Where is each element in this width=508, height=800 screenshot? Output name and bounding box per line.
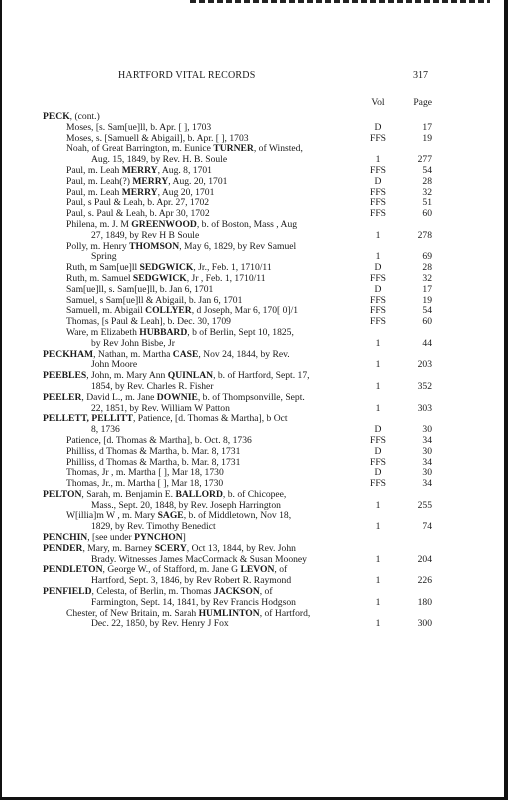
vol-value: FFS — [369, 456, 386, 468]
text-run: 1854, by Rev. Charles R. Fisher — [91, 380, 214, 392]
page-value: 44 — [422, 337, 432, 349]
page-value: 19 — [422, 132, 432, 144]
text-run: Mass., Sept. 20, 1848, by Rev. Joseph Harrington — [91, 499, 281, 511]
text-run: Paul, m. Leah(?) — [66, 175, 133, 187]
page-value: 204 — [417, 553, 432, 565]
text-run: , b. of Chicopee, — [222, 488, 287, 500]
vol-value: 1 — [375, 596, 381, 608]
vol-value: FFS — [369, 272, 386, 284]
text-run: Moses, [s. Sam[ue]ll, b. Apr. [ ], 1703 — [66, 121, 212, 133]
surname: BALLORD — [175, 488, 223, 500]
text-run: , Aug 20, 1701 — [157, 186, 215, 198]
surname: JACKSON — [213, 586, 260, 598]
vol-value: D — [374, 262, 382, 274]
surname: SAGE — [157, 510, 184, 522]
page-header — [0, 71, 508, 83]
surname: MERRY — [121, 164, 158, 176]
vol-value: FFS — [369, 478, 386, 490]
text-run: ] — [182, 532, 186, 544]
text-run: Thomas, Jr , m. Martha [ ], Mar 18, 1730 — [66, 467, 224, 479]
surname: LEVON — [240, 564, 275, 576]
text-run: , b. of Hartford, Sept. 17, — [213, 370, 310, 382]
page-value: 54 — [422, 164, 432, 176]
vol-value: D — [374, 467, 382, 479]
vol-value: FFS — [369, 197, 386, 209]
surname: PEELER — [43, 391, 82, 403]
text-run: Brady. Witnesses James MacCormack & Susan Mooney — [91, 553, 307, 565]
page-value: 28 — [422, 175, 432, 187]
vol-value: FFS — [369, 132, 386, 144]
surname: SCERY — [154, 542, 187, 554]
surname: SEDGWICK — [139, 262, 194, 274]
column-headers — [0, 98, 508, 109]
vol-value: 1 — [375, 251, 381, 263]
text-run: Thomas, Jr., m. Martha [ ], Mar 18, 1730 — [66, 478, 224, 490]
surname: DOWNIE — [156, 391, 198, 403]
text-run: Polly, m. Henry — [66, 240, 130, 252]
text-run: 1829, by Rev. Timothy Benedict — [91, 521, 216, 533]
text-run: Paul, m. Leah — [66, 186, 122, 198]
vol-value: 1 — [375, 553, 381, 565]
surname: MERRY — [132, 175, 169, 187]
record-line — [0, 393, 508, 404]
vol-value: FFS — [369, 186, 386, 198]
text-run: Ruth, m. Samuel — [66, 272, 133, 284]
text-run: , Nov 24, 1844, by Rev. — [198, 348, 290, 360]
vol-value: 1 — [375, 575, 381, 587]
text-run: , b of Berlin, Sept 10, 1825, — [187, 326, 294, 338]
page-value: 19 — [422, 294, 432, 306]
text-run: , of Hartford, — [259, 607, 311, 619]
surname: PYNCHON — [134, 532, 183, 544]
vol-value: D — [374, 424, 382, 436]
vol-value: FFS — [369, 316, 386, 328]
surname: PELTON — [43, 488, 82, 500]
record-text — [43, 350, 290, 361]
page-value: 303 — [417, 402, 432, 414]
page-value: 180 — [417, 596, 432, 608]
text-run: Philena, m. J. M — [66, 218, 132, 230]
record-line — [0, 619, 508, 630]
vol-value: 1 — [375, 154, 381, 166]
page-value: 300 — [417, 618, 432, 630]
page-value: 30 — [422, 445, 432, 457]
surname: HUBBARD — [139, 326, 188, 338]
page-value: 34 — [422, 478, 432, 490]
page-value: 34 — [422, 434, 432, 446]
vol-value: 1 — [375, 337, 381, 349]
vol-value: D — [374, 121, 382, 133]
vol-value: D — [374, 283, 382, 295]
text-run: 27, 1849, by Rev H B Soule — [91, 229, 200, 241]
surname: PENCHIN — [43, 532, 88, 544]
vol-value: D — [374, 445, 382, 457]
text-run: , Jr , Feb. 1, 1710/11 — [186, 272, 266, 284]
page-number: 317 — [413, 70, 428, 81]
text-run: Ruth, m Sam[ue]ll — [66, 262, 140, 274]
text-run: , Aug. 8, 1701 — [157, 164, 212, 176]
text-run: Paul, s. Paul & Leah, b. Apr 30, 1702 — [66, 208, 210, 220]
text-run: Philliss, d Thomas & Martha, b. Mar. 8, 1731 — [66, 456, 241, 468]
page-value: 255 — [417, 499, 432, 511]
text-run: 22, 1851, by Rev. William W Patton — [91, 402, 230, 414]
surname: PECKHAM — [43, 348, 94, 360]
text-run: , Sarah, m. Benjamin E. — [81, 488, 176, 500]
text-run: Dec. 22, 1850, by Rev. Henry J Fox — [91, 618, 229, 630]
vol-value: FFS — [369, 305, 386, 317]
page-value: 203 — [417, 359, 432, 371]
text-run: , May 6, 1829, by Rev Samuel — [179, 240, 297, 252]
text-run: , David L., m. Jane — [81, 391, 157, 403]
text-run: , Mary, m. Barney — [82, 542, 155, 554]
surname: THOMSON — [129, 240, 180, 252]
surname: TURNER — [213, 143, 254, 155]
text-run: Chester, of New Britain, m. Sarah — [66, 607, 199, 619]
text-run: by Rev John Bisbe, Jr — [91, 337, 175, 349]
vol-value: 1 — [375, 402, 381, 414]
surname: PENDLETON — [43, 564, 103, 576]
text-run: , of Winsted, — [253, 143, 303, 155]
text-run: , of — [274, 564, 288, 576]
page-value: 17 — [422, 121, 432, 133]
page-value: 277 — [417, 154, 432, 166]
text-run: W[illia]m W , m. Mary — [66, 510, 158, 522]
text-run: , Celesta, of Berlin, m. Thomas — [91, 586, 214, 598]
text-run: , Aug. 20, 1701 — [168, 175, 228, 187]
surname: PENFIELD — [43, 586, 92, 598]
page-value: 226 — [417, 575, 432, 587]
vol-value: 1 — [375, 229, 381, 241]
page-value: 30 — [422, 424, 432, 436]
page-value: 60 — [422, 316, 432, 328]
text-run: Patience, [d. Thomas & Martha], b. Oct. 8, 1736 — [66, 434, 252, 446]
surname: PEEBLES — [43, 370, 87, 382]
vol-value: FFS — [369, 164, 386, 176]
page-value: 74 — [422, 521, 432, 533]
text-run: , b. of Middletown, Nov 18, — [183, 510, 292, 522]
page-title: HARTFORD VITAL RECORDS — [118, 70, 256, 81]
text-run: , John, m. Mary Ann — [86, 370, 168, 382]
vol-value: 1 — [375, 359, 381, 371]
text-run: Samuel, s Sam[ue]ll & Abigail, b. Jan 6, 1701 — [66, 294, 243, 306]
vol-value: FFS — [369, 208, 386, 220]
page-value: 69 — [422, 251, 432, 263]
text-run: Hartford, Sept. 3, 1846, by Rev Robert R. Raymond — [91, 575, 292, 587]
vol-value: 1 — [375, 618, 381, 630]
text-run: , (cont.) — [69, 111, 100, 122]
vol-value: D — [374, 175, 382, 187]
text-run: John Moore — [91, 359, 138, 371]
text-run: Thomas, [s Paul & Leah], b. Dec. 30, 1709 — [66, 316, 231, 328]
vol-value: 1 — [375, 380, 381, 392]
page-value: 17 — [422, 283, 432, 295]
text-run: , b. of Boston, Mass , Aug — [196, 218, 298, 230]
page-value: 32 — [422, 186, 432, 198]
vol-value: FFS — [369, 294, 386, 306]
text-run: Aug. 15, 1849, by Rev. H. B. Soule — [91, 154, 228, 166]
record-text — [91, 619, 229, 630]
vol-value: 1 — [375, 499, 381, 511]
surname: PECK — [43, 111, 70, 122]
record-entries — [0, 112, 508, 630]
text-run: Samuell, m. Abigail — [66, 305, 146, 317]
text-run: Philliss, d Thomas & Martha, b. Mar. 8, 1731 — [66, 445, 241, 457]
text-run: Sam[ue]ll, s. Sam[ue]ll, b. Jan 6, 1701 — [66, 283, 214, 295]
text-run: , Oct 13, 1844, by Rev. John — [186, 542, 296, 554]
vol-value: FFS — [369, 434, 386, 446]
surname: SEDGWICK — [132, 272, 187, 284]
text-run: , b. of Thompsonville, Sept. — [197, 391, 305, 403]
page-value: 28 — [422, 262, 432, 274]
scan-border-top-dashes — [190, 0, 490, 3]
text-run: , Patience, [d. Thomas & Martha], b Oct — [132, 413, 288, 425]
text-run: , George W., of Stafford, m. Jane G — [102, 564, 241, 576]
page-value: 54 — [422, 305, 432, 317]
record-text — [43, 414, 288, 425]
text-run: , Jr., Feb. 1, 1710/11 — [193, 262, 272, 274]
page-value: 34 — [422, 456, 432, 468]
text-run: , of — [259, 586, 273, 598]
text-run: Noah, of Great Barrington, m. Eunice — [66, 143, 214, 155]
page-value: 278 — [417, 229, 432, 241]
page-value: 51 — [422, 197, 432, 209]
surname: GREENWOOD — [131, 218, 197, 230]
text-run: Spring — [91, 251, 117, 263]
surname: CASE — [172, 348, 199, 360]
page-value: 352 — [417, 380, 432, 392]
text-run: Ware, m Elizabeth — [66, 326, 140, 338]
surname: PELLETT, PELLITT — [43, 413, 133, 425]
page-value: 30 — [422, 467, 432, 479]
vol-value: 1 — [375, 521, 381, 533]
surname: PENDER — [43, 542, 83, 554]
text-run: 8, 1736 — [91, 424, 120, 436]
text-run: Moses, s. [Samuell & Abigail], b. Apr. [ ], 1703 — [66, 132, 249, 144]
text-run: , Nathan, m. Martha — [93, 348, 173, 360]
text-run: , d Joseph, Mar 6, 170[ 0]/1 — [191, 305, 299, 317]
surname: MERRY — [121, 186, 158, 198]
text-run: Farmington, Sept. 14, 1841, by Rev Francis Hodgson — [91, 596, 296, 608]
page-column-header: Page — [413, 97, 432, 108]
text-run: , [see under — [87, 532, 135, 544]
page-value: 60 — [422, 208, 432, 220]
page-value: 32 — [422, 272, 432, 284]
surname: QUINLAN — [167, 370, 214, 382]
vol-column-header: Vol — [371, 97, 385, 108]
surname: COLLYER — [145, 305, 192, 317]
surname: HUMLINTON — [198, 607, 260, 619]
text-run: Paul, m. Leah — [66, 164, 122, 176]
text-run: Paul, s Paul & Leah, b. Apr. 27, 1702 — [66, 197, 210, 209]
